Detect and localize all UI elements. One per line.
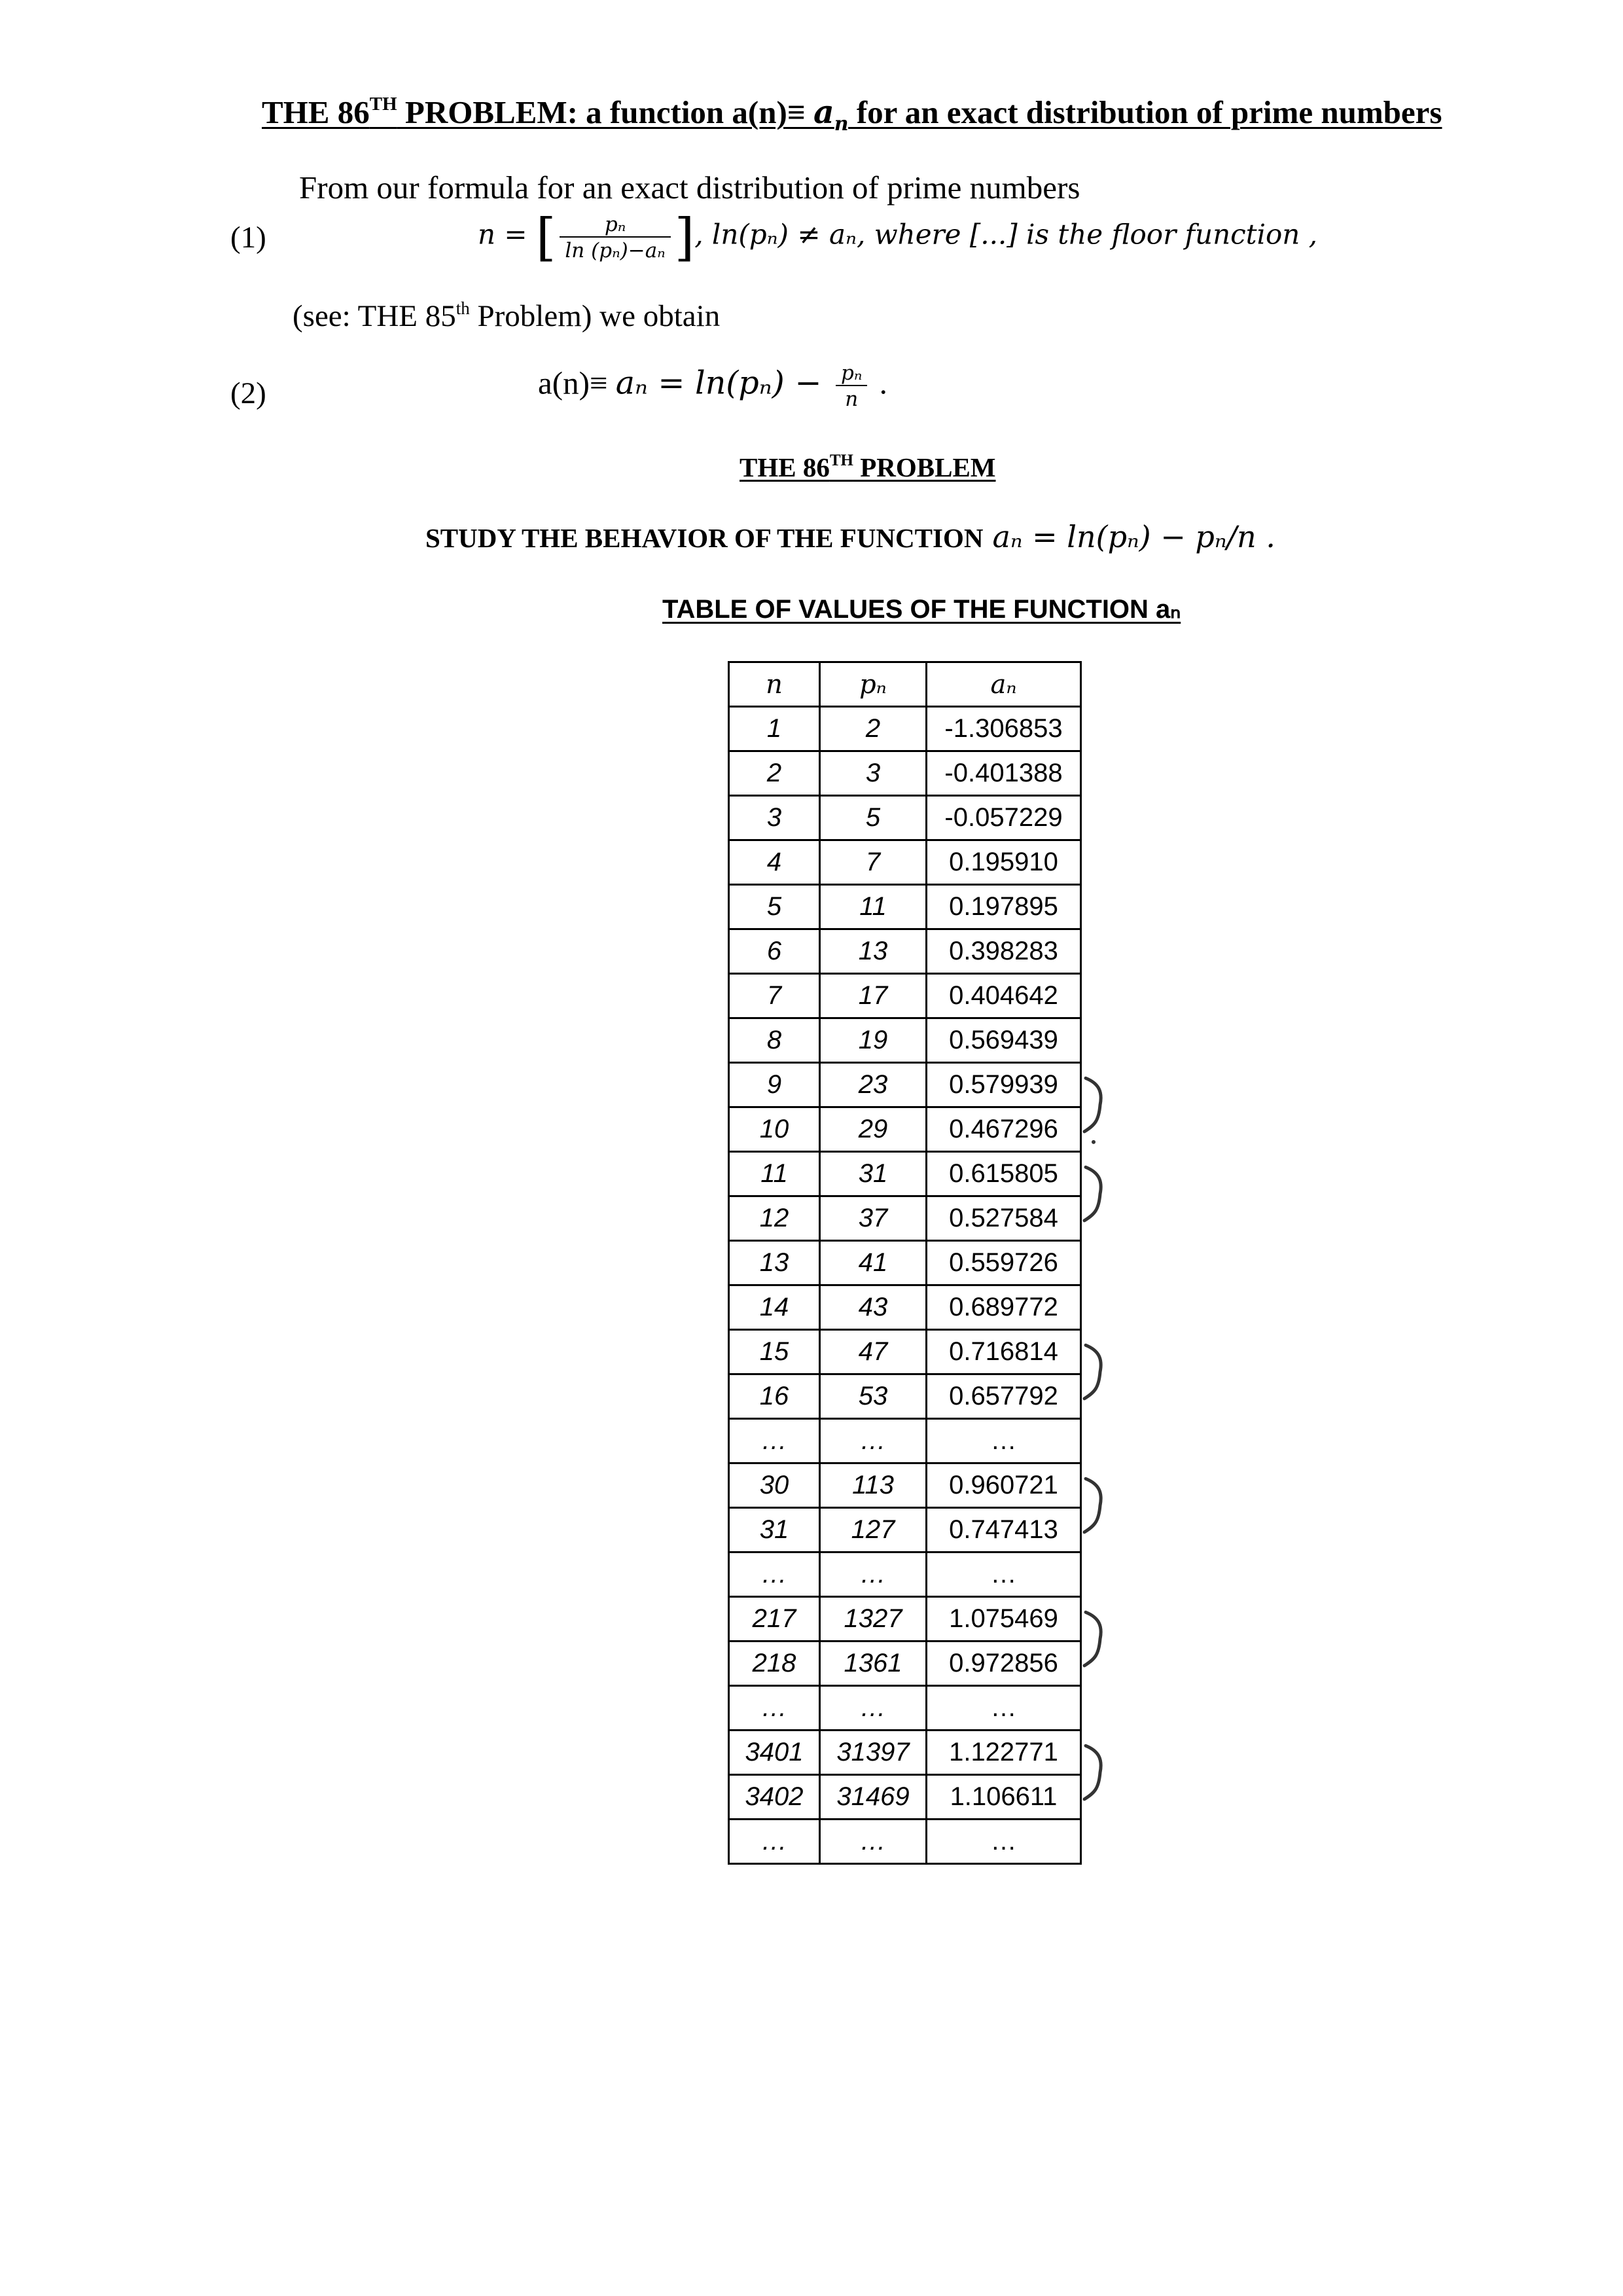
column-header-pn: pₙ	[820, 662, 927, 707]
cell-pn: 53	[820, 1374, 927, 1419]
cell-an: 0.195910	[927, 840, 1081, 885]
cell-an: …	[927, 1552, 1081, 1597]
cell-n: 217	[729, 1597, 820, 1641]
cell-an: 0.657792	[927, 1374, 1081, 1419]
equation-1-numerator: pₙ	[604, 213, 626, 236]
cell-pn: 41	[820, 1241, 927, 1285]
reference-superscript: th	[455, 298, 470, 318]
title-superscript: TH	[369, 94, 397, 115]
equation-1-denominator: ln (pₙ)−aₙ	[560, 236, 670, 262]
handwritten-bracket	[1084, 1078, 1101, 1132]
equation-2-numerator: pₙ	[840, 361, 863, 385]
cell-an: 0.197895	[927, 885, 1081, 929]
cell-an: 0.398283	[927, 929, 1081, 974]
equation-2-number: (2)	[230, 376, 266, 410]
cell-n: 5	[729, 885, 820, 929]
cell-pn: 23	[820, 1063, 927, 1107]
cell-pn: 31469	[820, 1775, 927, 1820]
cell-pn: …	[820, 1552, 927, 1597]
cell-an: 0.960721	[927, 1463, 1081, 1508]
cell-pn: 31	[820, 1152, 927, 1196]
cell-an: 0.569439	[927, 1018, 1081, 1063]
cell-an: …	[927, 1419, 1081, 1463]
study-formula: aₙ = ln(pₙ) − pₙ/n .	[992, 519, 1275, 554]
cell-an: 0.716814	[927, 1330, 1081, 1374]
handwritten-bracket	[1084, 1612, 1101, 1666]
title-subscript: n	[834, 112, 849, 135]
equation-2-end: .	[871, 365, 887, 401]
cell-pn: 11	[820, 885, 927, 929]
cell-an: 0.467296	[927, 1107, 1081, 1152]
cell-n: …	[729, 1820, 820, 1864]
cell-an: …	[927, 1820, 1081, 1864]
cell-n: 4	[729, 840, 820, 885]
cell-n: 9	[729, 1063, 820, 1107]
cell-n: 7	[729, 974, 820, 1018]
reference-suffix: Problem) we obtain	[469, 299, 721, 333]
cell-pn: 43	[820, 1285, 927, 1330]
handwritten-bracket	[1084, 1345, 1101, 1399]
cell-pn: 17	[820, 974, 927, 1018]
cell-pn: 5	[820, 796, 927, 840]
cell-pn: 13	[820, 929, 927, 974]
cell-pn: 3	[820, 751, 927, 796]
cell-an: 0.747413	[927, 1508, 1081, 1552]
title-variable: a	[813, 93, 834, 131]
problem-heading-prefix: THE 86	[740, 452, 830, 482]
cell-an: 0.689772	[927, 1285, 1081, 1330]
cell-pn: …	[820, 1419, 927, 1463]
floor-bracket-right: ]	[674, 208, 695, 267]
handwritten-dot	[1092, 1140, 1096, 1144]
cell-pn: …	[820, 1686, 927, 1731]
floor-bracket-left: [	[535, 208, 556, 267]
cell-pn: 31397	[820, 1731, 927, 1775]
cell-an: -0.057229	[927, 796, 1081, 840]
cell-n: 2	[729, 751, 820, 796]
cell-n: 14	[729, 1285, 820, 1330]
cell-n: …	[729, 1419, 820, 1463]
equation-1-lhs: n =	[478, 218, 536, 251]
cell-n: …	[729, 1686, 820, 1731]
cell-n: 10	[729, 1107, 820, 1152]
cell-n: 3	[729, 796, 820, 840]
cell-an: 0.972856	[927, 1641, 1081, 1686]
cell-pn: 1327	[820, 1597, 927, 1641]
cell-pn: 47	[820, 1330, 927, 1374]
cell-pn: 37	[820, 1196, 927, 1241]
cell-n: …	[729, 1552, 820, 1597]
cell-n: 16	[729, 1374, 820, 1419]
cell-an: 1.075469	[927, 1597, 1081, 1641]
column-header-an: aₙ	[927, 662, 1081, 707]
cell-pn: 7	[820, 840, 927, 885]
problem-heading-suffix: PROBLEM	[853, 452, 996, 482]
cell-n: 11	[729, 1152, 820, 1196]
title-prefix: THE 86	[262, 94, 370, 130]
cell-an: 0.615805	[927, 1152, 1081, 1196]
cell-an: -0.401388	[927, 751, 1081, 796]
title-middle: PROBLEM: a function a(n)≡	[397, 94, 813, 130]
cell-n: 13	[729, 1241, 820, 1285]
cell-n: 3402	[729, 1775, 820, 1820]
cell-n: 218	[729, 1641, 820, 1686]
cell-n: 1	[729, 707, 820, 751]
cell-n: 12	[729, 1196, 820, 1241]
cell-an: 0.404642	[927, 974, 1081, 1018]
cell-pn: …	[820, 1820, 927, 1864]
cell-n: 3401	[729, 1731, 820, 1775]
cell-pn: 2	[820, 707, 927, 751]
equation-2-lhs: a(n)≡	[538, 365, 616, 401]
cell-n: 6	[729, 929, 820, 974]
cell-an: 0.579939	[927, 1063, 1081, 1107]
cell-n: 30	[729, 1463, 820, 1508]
equation-1-condition: , ln(pₙ) ≠ aₙ, where [...] is the floor function ,	[694, 218, 1318, 251]
title-suffix: for an exact distribution of prime numbers	[848, 94, 1442, 130]
equation-2-body: aₙ = ln(pₙ) −	[615, 364, 832, 402]
reference-prefix: (see: THE 85	[293, 299, 456, 333]
cell-an: 1.122771	[927, 1731, 1081, 1775]
cell-pn: 29	[820, 1107, 927, 1152]
equation-2-denominator: n	[836, 385, 867, 411]
cell-an: 1.106611	[927, 1775, 1081, 1820]
handwritten-bracket	[1084, 1479, 1101, 1532]
column-header-n: n	[729, 662, 820, 707]
handwritten-bracket	[1084, 1746, 1101, 1799]
cell-an: 0.527584	[927, 1196, 1081, 1241]
table-title: TABLE OF VALUES OF THE FUNCTION aₙ	[662, 595, 1181, 624]
cell-an: -1.306853	[927, 707, 1081, 751]
cell-n: 15	[729, 1330, 820, 1374]
cell-pn: 19	[820, 1018, 927, 1063]
handwritten-bracket	[1084, 1167, 1101, 1221]
cell-n: 8	[729, 1018, 820, 1063]
cell-n: 31	[729, 1508, 820, 1552]
cell-an: …	[927, 1686, 1081, 1731]
equation-1-number: (1)	[230, 221, 266, 255]
intro-text: From our formula for an exact distribution of prime numbers	[299, 170, 1080, 206]
cell-pn: 1361	[820, 1641, 927, 1686]
cell-pn: 127	[820, 1508, 927, 1552]
study-text: STUDY THE BEHAVIOR OF THE FUNCTION	[425, 523, 984, 553]
problem-heading-superscript: TH	[829, 452, 853, 469]
cell-pn: 113	[820, 1463, 927, 1508]
cell-an: 0.559726	[927, 1241, 1081, 1285]
